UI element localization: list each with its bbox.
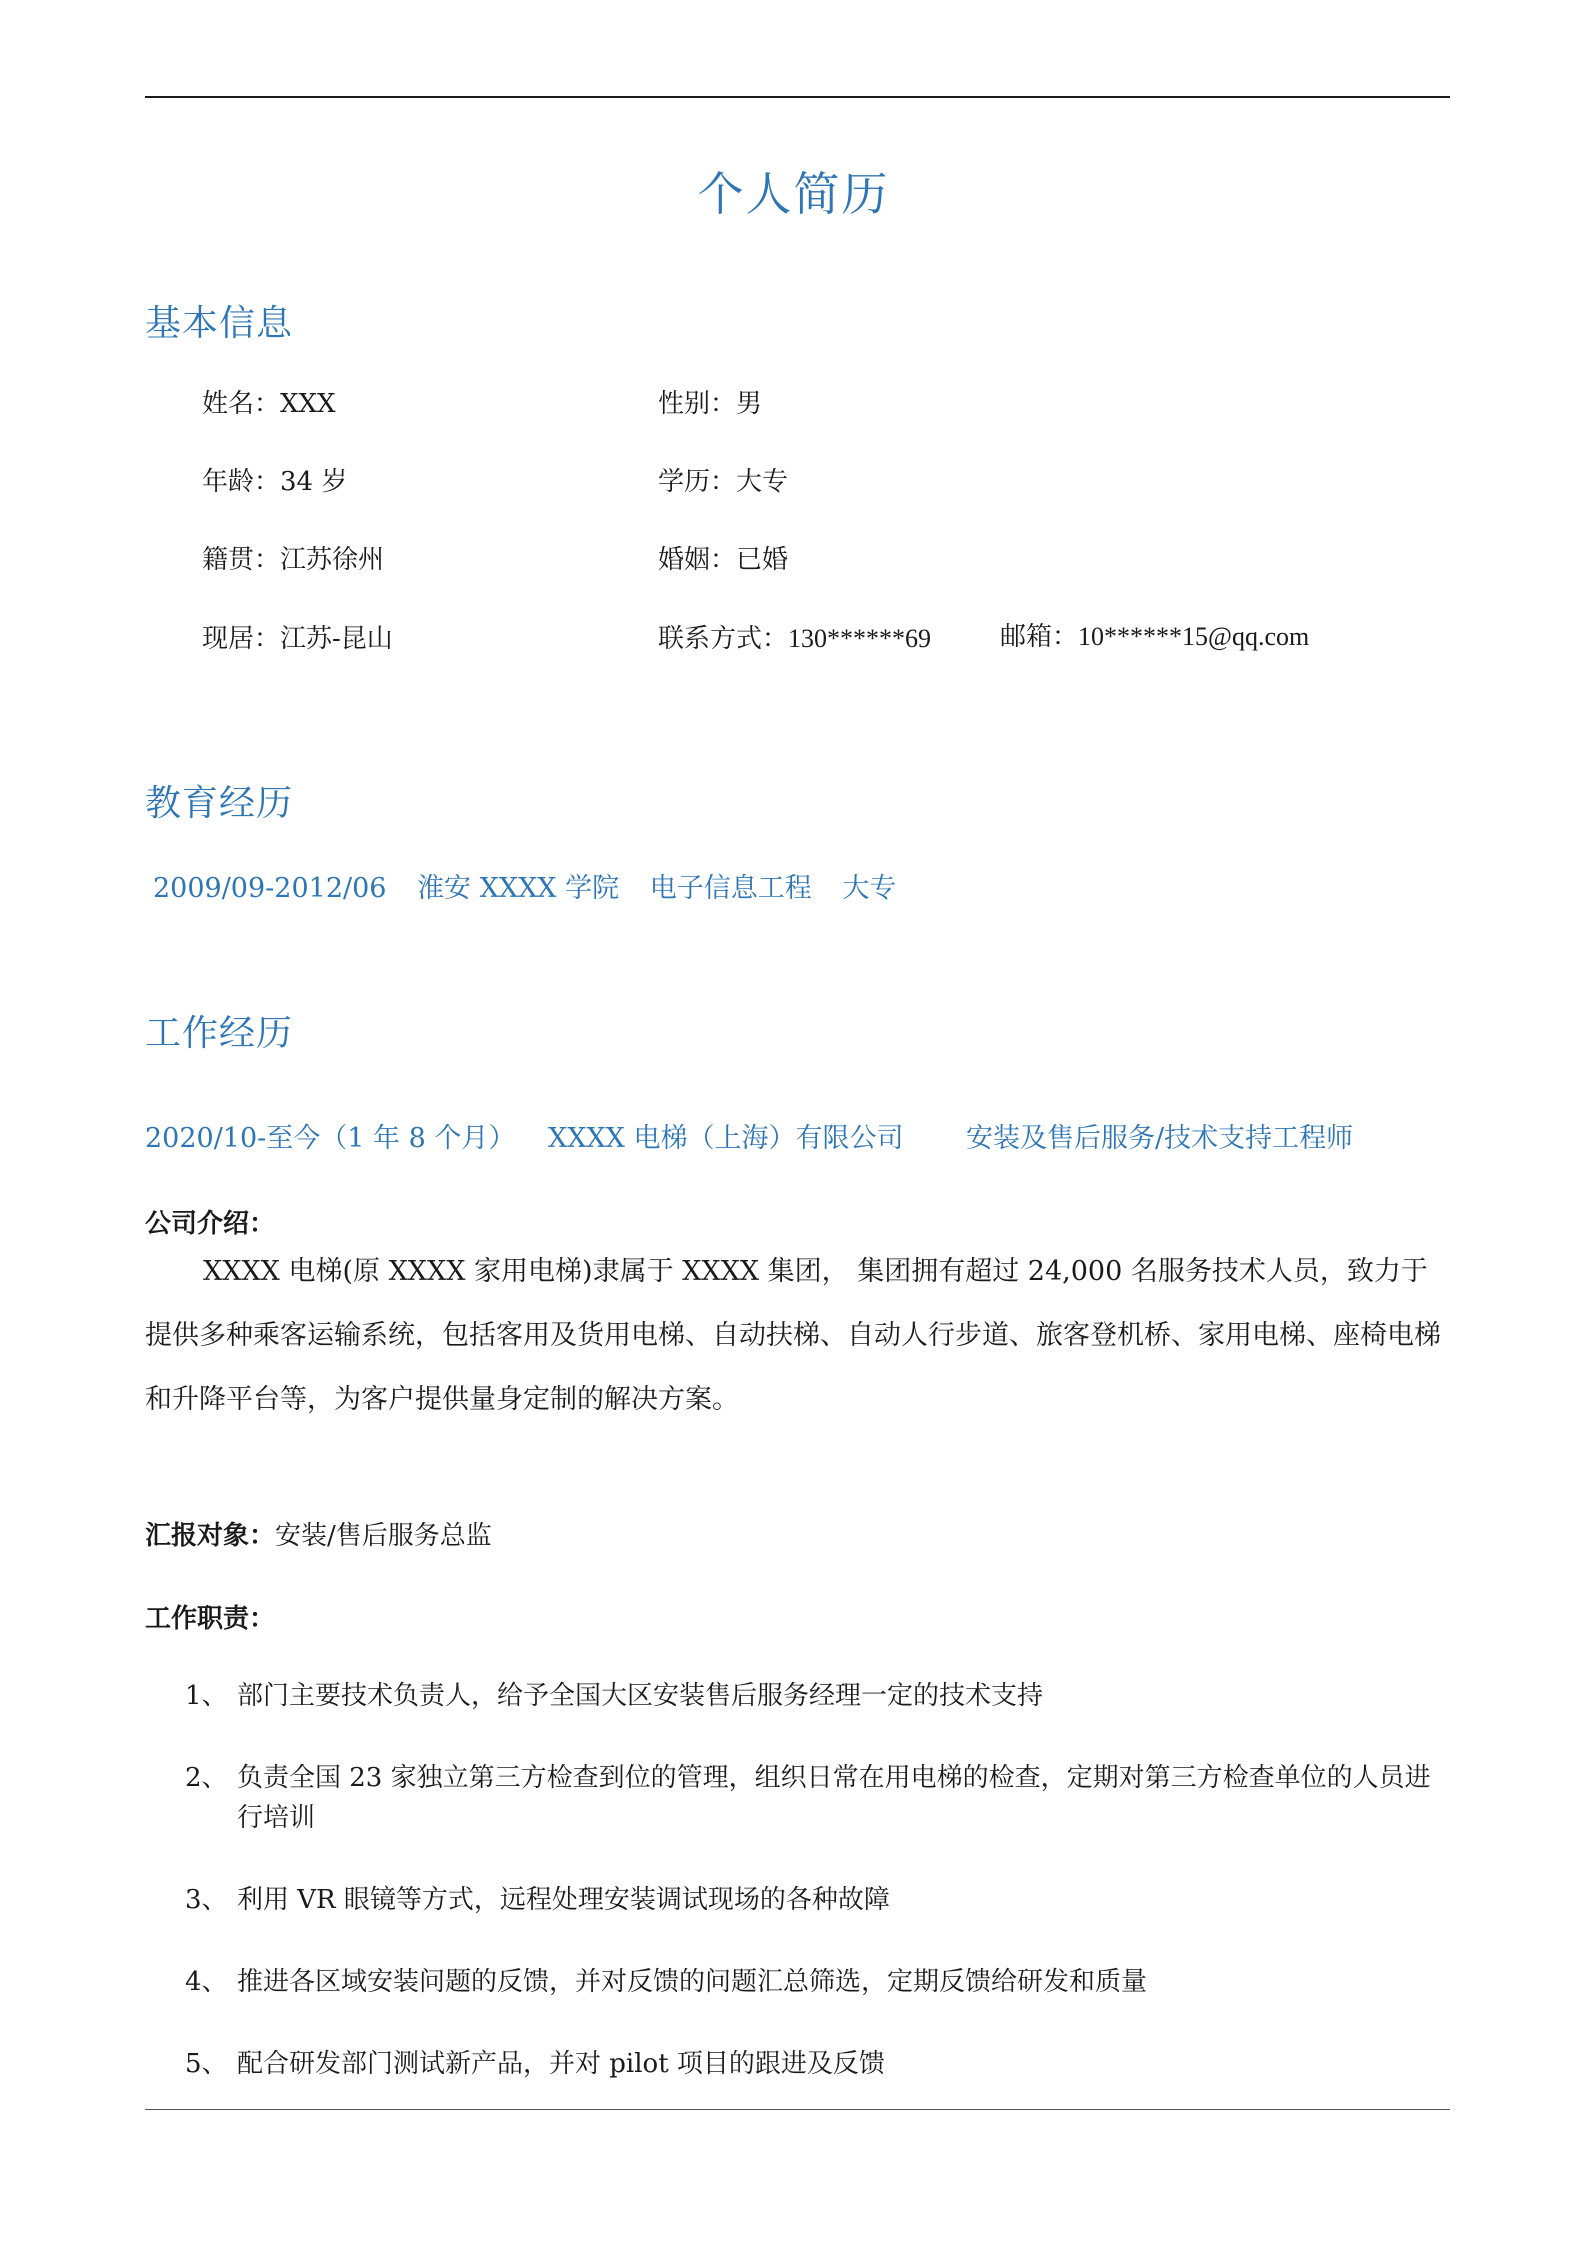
- duty-item: [185, 1758, 1450, 1838]
- email-label: 邮箱：: [1000, 622, 1079, 652]
- duty-item: [185, 1962, 1450, 2002]
- section-heading-work: 工作经历: [145, 1013, 294, 1054]
- contact-label: 联系方式：: [658, 624, 789, 654]
- info-age: 年龄：34 岁: [202, 467, 348, 497]
- page-title: 个人简历: [697, 167, 890, 221]
- info-degree: 学历：大专: [658, 467, 789, 497]
- contact-value: 130******69: [788, 624, 932, 653]
- company-intro-label: 公司介绍：: [145, 1209, 276, 1239]
- duty-item: [185, 2044, 1450, 2084]
- section-heading-education: 教育经历: [145, 783, 294, 824]
- report-row: [145, 1515, 492, 1552]
- top-rule: [145, 96, 1450, 98]
- duty-text: 负责全国 23 家独立第三方检查到位的管理，组织日常在用电梯的检查，定期对第三方检查单位的人员进行培训: [237, 1763, 1431, 1833]
- company-intro-text: XXXX 电梯(原 XXXX 家用电梯)隶属于 XXXX 集团， 集团拥有超过 24,000 名服务技术人员，致力于提供多种乘客运输系统，包括客用及货用电梯、自动扶梯、自动人行步道、旅客登机桥、家用电梯、座椅电梯和升降平台等，为客户提供量身定制的解决方案。: [145, 1256, 1441, 1415]
- info-residence: 现居：江苏-昆山: [202, 624, 393, 654]
- duty-text: 配合研发部门测试新产品，并对 pilot 项目的跟进及反馈: [237, 2049, 885, 2079]
- report-label: 汇报对象：: [145, 1521, 276, 1551]
- info-email: [1000, 616, 1309, 653]
- duties-label: 工作职责：: [145, 1604, 276, 1634]
- work-period: 2020/10-至今（1 年 8 个月）: [145, 1123, 516, 1154]
- duty-number: 5、: [185, 2049, 228, 2079]
- work-company: XXXX 电梯（上海）有限公司: [548, 1123, 904, 1154]
- duty-text: 部门主要技术负责人，给予全国大区安装售后服务经理一定的技术支持: [237, 1681, 1044, 1711]
- report-value: 安装/售后服务总监: [275, 1521, 492, 1551]
- info-hometown: 籍贯：江苏徐州: [202, 545, 385, 575]
- education-period: 2009/09-2012/06: [153, 873, 387, 904]
- education-row: [153, 866, 896, 905]
- info-gender: 性别：男: [658, 389, 763, 419]
- education-school: 淮安 XXXX 学院: [417, 873, 620, 904]
- duty-number: 1、: [185, 1681, 228, 1711]
- duty-item: [185, 1880, 1450, 1920]
- info-contact: [658, 618, 931, 655]
- duty-text: 推进各区域安装问题的反馈，并对反馈的问题汇总筛选，定期反馈给研发和质量: [237, 1967, 1148, 1997]
- section-heading-basic: 基本信息: [145, 303, 294, 344]
- duty-number: 4、: [185, 1967, 228, 1997]
- bottom-rule: [145, 2109, 1450, 2110]
- duty-number: 2、: [185, 1763, 228, 1793]
- education-level: 大专: [842, 873, 897, 904]
- email-value: 10******15@qq.com: [1078, 622, 1310, 651]
- info-marital: 婚姻：已婚: [658, 545, 789, 575]
- duty-number: 3、: [185, 1885, 228, 1915]
- work-position: 安装及售后服务/技术支持工程师: [966, 1123, 1354, 1154]
- duty-item: [185, 1676, 1450, 1716]
- info-name: 姓名：XXX: [202, 389, 336, 419]
- duty-text: 利用 VR 眼镜等方式，远程处理安装调试现场的各种故障: [237, 1885, 890, 1915]
- education-major: 电子信息工程: [649, 873, 812, 904]
